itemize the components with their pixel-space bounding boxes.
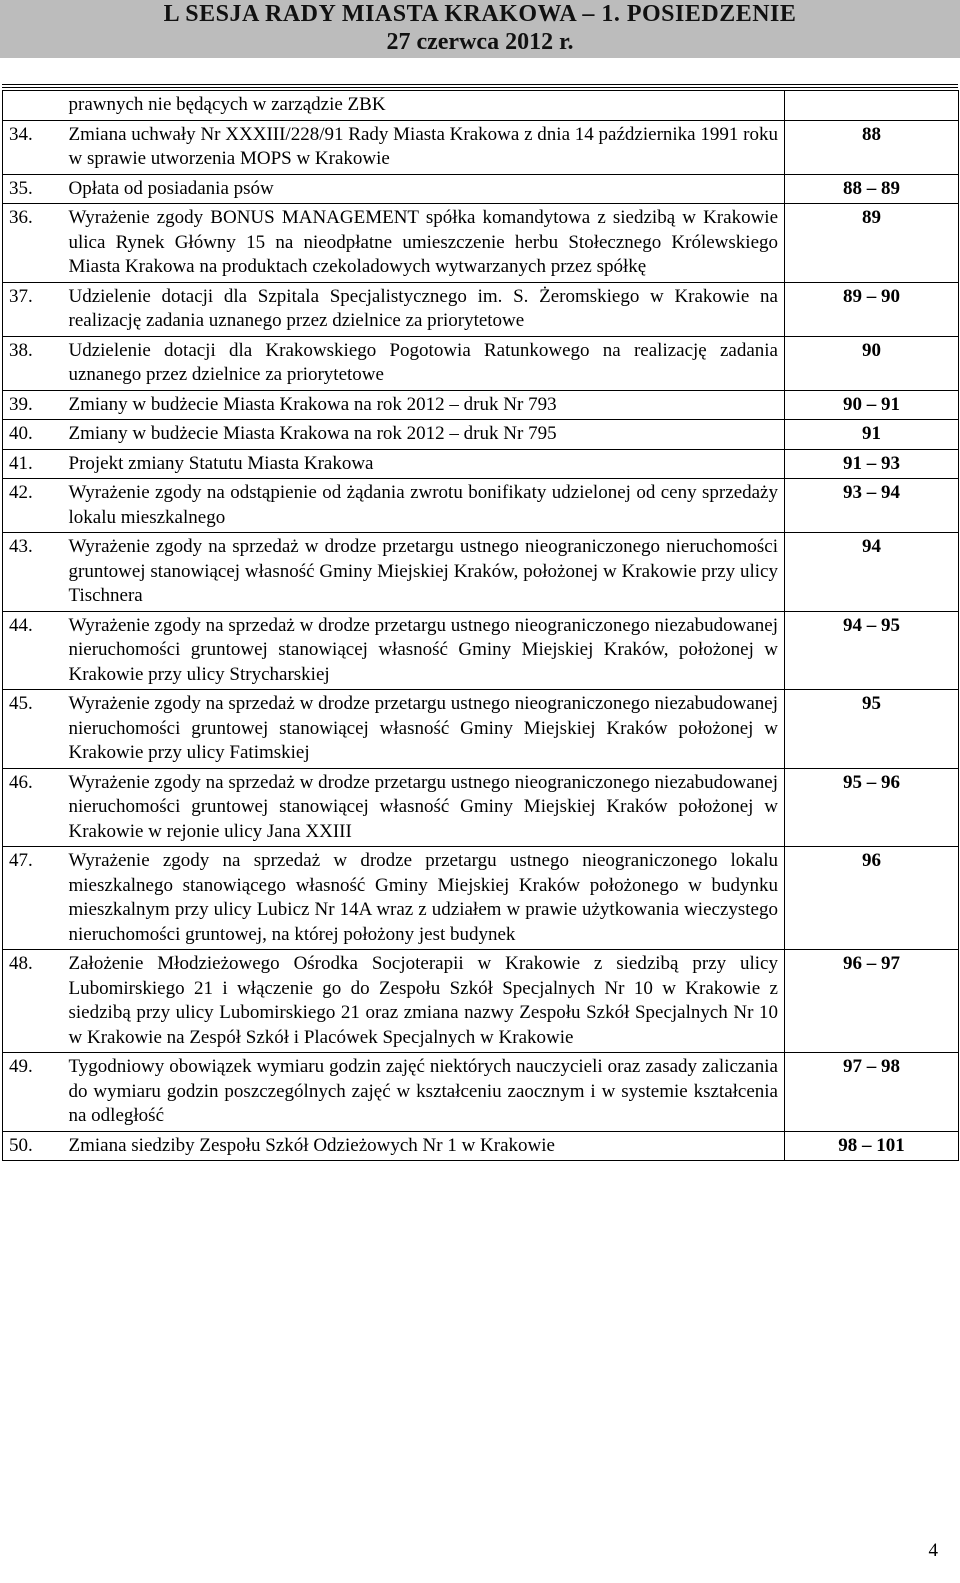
- agenda-item-title: Wyrażenie zgody BONUS MANAGEMENT spółka komandytowa z siedzibą w Krakowie ulica Rynek Główny 15 na nieodpłatne umieszczenie herbu Stołecznego Królewskiego Miasta Krakowa na produktach czekoladowych wytwarzanych przez spółkę: [63, 204, 785, 283]
- agenda-row: [3, 282, 959, 336]
- agenda-item-pages: 94: [785, 533, 959, 612]
- agenda-item-number: 45.: [3, 690, 63, 769]
- agenda-table: [2, 90, 959, 1161]
- agenda-row: [3, 690, 959, 769]
- agenda-item-pages: 97 – 98: [785, 1053, 959, 1132]
- agenda-item-pages: 96 – 97: [785, 950, 959, 1053]
- agenda-row: [3, 91, 959, 121]
- agenda-item-pages: 96: [785, 847, 959, 950]
- agenda-item-number: 38.: [3, 336, 63, 390]
- agenda-item-pages: 95: [785, 690, 959, 769]
- agenda-item-pages: 91: [785, 420, 959, 450]
- agenda-item-pages: 88: [785, 120, 959, 174]
- agenda-row: [3, 390, 959, 420]
- session-date: 27 czerwca 2012 r.: [386, 29, 574, 55]
- agenda-item-number: [3, 91, 63, 121]
- agenda-item-title: Udzielenie dotacji dla Krakowskiego Pogotowia Ratunkowego na realizację zadania uznanego przez dzielnice za priorytetowe: [63, 336, 785, 390]
- document-header: [0, 0, 960, 58]
- agenda-item-number: 39.: [3, 390, 63, 420]
- agenda-item-title: Wyrażenie zgody na sprzedaż w drodze przetargu ustnego nieograniczonego lokalu mieszkalnego stanowiącego własność Gminy Miejskiej Kraków położonego w budynku mieszkalnym przy ulicy Lubicz Nr 14A wraz z udziałem w prawie użytkowania wieczystego nieruchomości gruntowej, na której położony jest budynek: [63, 847, 785, 950]
- agenda-row: [3, 449, 959, 479]
- agenda-item-pages: 93 – 94: [785, 479, 959, 533]
- agenda-item-number: 47.: [3, 847, 63, 950]
- agenda-item-number: 46.: [3, 768, 63, 847]
- agenda-item-number: 48.: [3, 950, 63, 1053]
- agenda-item-pages: [785, 91, 959, 121]
- agenda-item-title: Zmiany w budżecie Miasta Krakowa na rok 2012 – druk Nr 793: [63, 390, 785, 420]
- agenda-item-title: prawnych nie będących w zarządzie ZBK: [63, 91, 785, 121]
- agenda-row: [3, 533, 959, 612]
- agenda-item-number: 49.: [3, 1053, 63, 1132]
- agenda-item-number: 42.: [3, 479, 63, 533]
- agenda-item-title: Udzielenie dotacji dla Szpitala Specjalistycznego im. S. Żeromskiego w Krakowie na realizację zadania uznanego przez dzielnice za priorytetowe: [63, 282, 785, 336]
- agenda-item-number: 34.: [3, 120, 63, 174]
- agenda-row: [3, 420, 959, 450]
- agenda-item-pages: 89 – 90: [785, 282, 959, 336]
- agenda-row: [3, 1053, 959, 1132]
- agenda-item-pages: 94 – 95: [785, 611, 959, 690]
- agenda-row: [3, 847, 959, 950]
- agenda-item-pages: 98 – 101: [785, 1131, 959, 1161]
- agenda-row: [3, 950, 959, 1053]
- agenda-item-title: Projekt zmiany Statutu Miasta Krakowa: [63, 449, 785, 479]
- agenda-row: [3, 174, 959, 204]
- agenda-item-title: Wyrażenie zgody na sprzedaż w drodze przetargu ustnego nieograniczonego niezabudowanej nieruchomości gruntowej stanowiącej własność Gminy Miejskiej Kraków położonej w Krakowie w rejonie ulicy Jana XXIII: [63, 768, 785, 847]
- header-divider-bottom: [2, 87, 958, 88]
- header-divider-top: [2, 84, 958, 85]
- agenda-row: [3, 1131, 959, 1161]
- agenda-item-title: Zmiany w budżecie Miasta Krakowa na rok 2012 – druk Nr 795: [63, 420, 785, 450]
- agenda-row: [3, 611, 959, 690]
- agenda-item-title: Wyrażenie zgody na sprzedaż w drodze przetargu ustnego nieograniczonego niezabudowanej nieruchomości gruntowej stanowiącej własność Gminy Miejskiej Kraków położonej w Krakowie przy ulicy Fatimskiej: [63, 690, 785, 769]
- agenda-item-number: 41.: [3, 449, 63, 479]
- agenda-row: [3, 120, 959, 174]
- agenda-table-body: [3, 91, 959, 1161]
- agenda-row: [3, 768, 959, 847]
- agenda-item-title: Zmiana siedziby Zespołu Szkół Odzieżowych Nr 1 w Krakowie: [63, 1131, 785, 1161]
- agenda-item-number: 37.: [3, 282, 63, 336]
- agenda-item-title: Wyrażenie zgody na sprzedaż w drodze przetargu ustnego nieograniczonego niezabudowanej nieruchomości gruntowej stanowiącej własność Gminy Miejskiej Kraków, położonej w Krakowie przy ulicy Strycharskiej: [63, 611, 785, 690]
- agenda-item-number: 50.: [3, 1131, 63, 1161]
- agenda-item-pages: 95 – 96: [785, 768, 959, 847]
- agenda-item-pages: 91 – 93: [785, 449, 959, 479]
- agenda-item-number: 44.: [3, 611, 63, 690]
- agenda-item-number: 36.: [3, 204, 63, 283]
- agenda-row: [3, 204, 959, 283]
- agenda-row: [3, 479, 959, 533]
- agenda-item-number: 35.: [3, 174, 63, 204]
- agenda-item-pages: 90: [785, 336, 959, 390]
- agenda-item-number: 40.: [3, 420, 63, 450]
- agenda-item-number: 43.: [3, 533, 63, 612]
- agenda-item-title: Opłata od posiadania psów: [63, 174, 785, 204]
- agenda-item-pages: 90 – 91: [785, 390, 959, 420]
- agenda-row: [3, 336, 959, 390]
- agenda-item-title: Założenie Młodzieżowego Ośrodka Socjoterapii w Krakowie z siedzibą przy ulicy Lubomirskiego 21 i włączenie go do Zespołu Szkół Specjalnych Nr 10 w Krakowie z siedzibą przy ulicy Lubomirskiego 21 oraz zmiana nazwy Zespołu Szkół Specjalnych Nr 10 w Krakowie na Zespół Szkół i Placówek Specjalnych w Krakowie: [63, 950, 785, 1053]
- agenda-item-pages: 88 – 89: [785, 174, 959, 204]
- page-number: 4: [928, 1540, 938, 1561]
- agenda-item-pages: 89: [785, 204, 959, 283]
- agenda-item-title: Wyrażenie zgody na odstąpienie od żądania zwrotu bonifikaty udzielonej od ceny sprzedaży lokalu mieszkalnego: [63, 479, 785, 533]
- agenda-item-title: Zmiana uchwały Nr XXXIII/228/91 Rady Miasta Krakowa z dnia 14 października 1991 roku w sprawie utworzenia MOPS w Krakowie: [63, 120, 785, 174]
- agenda-item-title: Wyrażenie zgody na sprzedaż w drodze przetargu ustnego nieograniczonego nieruchomości gruntowej stanowiącej własność Gminy Miejskiej Kraków, położonej w Krakowie przy ulicy Tischnera: [63, 533, 785, 612]
- agenda-item-title: Tygodniowy obowiązek wymiaru godzin zajęć niektórych nauczycieli oraz zasady zaliczania do wymiaru godzin poszczególnych zajęć w kształceniu zaocznym i w systemie kształcenia na odległość: [63, 1053, 785, 1132]
- session-title: L SESJA RADY MIASTA KRAKOWA – 1. POSIEDZENIE: [163, 1, 797, 27]
